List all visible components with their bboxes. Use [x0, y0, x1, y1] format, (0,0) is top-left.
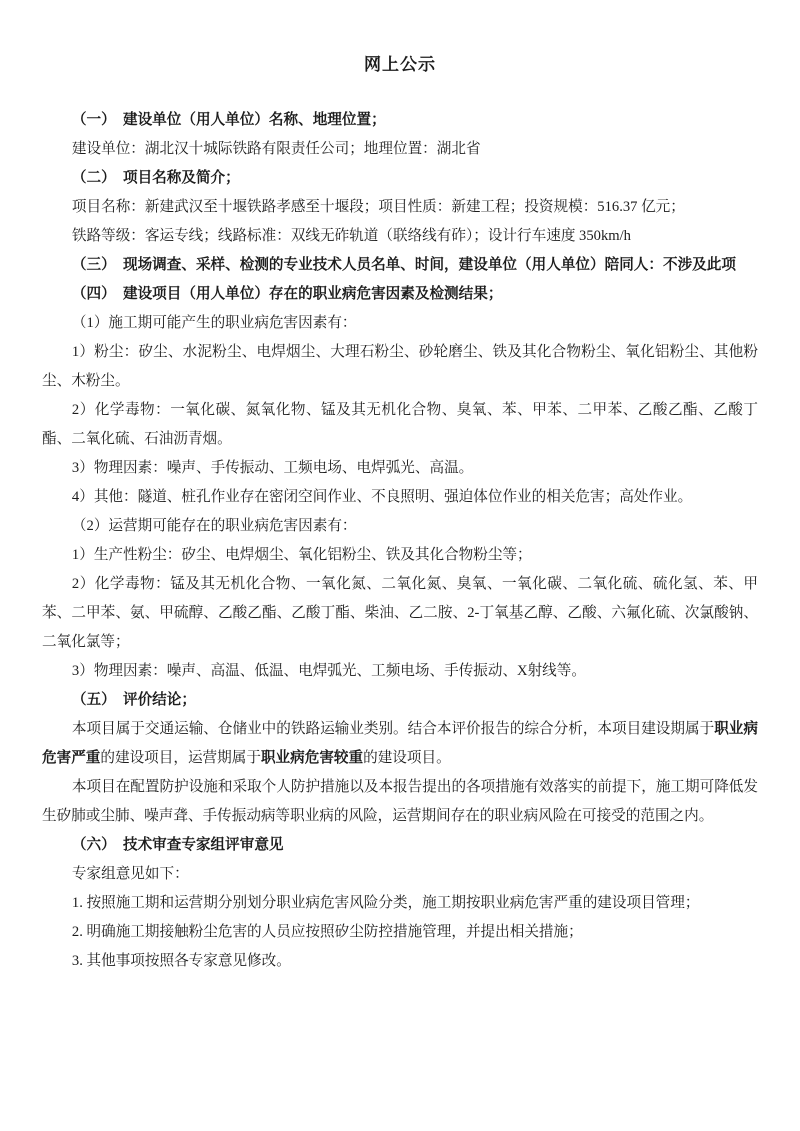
paragraph [42, 947, 758, 976]
text-run: 1）粉尘：矽尘、水泥粉尘、电焊烟尘、大理石粉尘、砂轮磨尘、铁及其化合物粉尘、氧化铝粉尘、其他粉尘、木粉尘。 [42, 344, 758, 389]
text-run: （六） 技术审查专家组评审意见 [71, 837, 284, 853]
section-heading [42, 251, 758, 280]
text-run: 2. 明确施工期接触粉尘危害的人员应按照矽尘防控措施管理，并提出相关措施； [71, 924, 583, 940]
section-heading [42, 164, 758, 193]
paragraph [42, 773, 758, 831]
text-run: 项目名称：新建武汉至十堰铁路孝感至十堰段；项目性质：新建工程；投资规模：516.37 亿元； [71, 199, 685, 215]
paragraph [42, 715, 758, 773]
section-heading [42, 686, 758, 715]
text-run: 本项目在配置防护设施和采取个人防护措施以及本报告提出的各项措施有效落实的前提下，施工期可降低发生矽肺或尘肺、噪声聋、手传振动病等职业病的风险，运营期间存在的职业病风险在可接受的范围之内。 [42, 779, 758, 824]
text-run: 2）化学毒物：锰及其无机化合物、一氧化氮、二氧化氮、臭氧、一氧化碳、二氧化硫、硫化氢、苯、甲苯、二甲苯、氨、甲硫醇、乙酸乙酯、乙酸丁酯、柴油、乙二胺、2-丁氧基乙醇、乙酸、六氟化硫、次氯酸钠、二氧化氯等； [42, 576, 758, 650]
text-run: 铁路等级：客运专线；线路标准：双线无砟轨道（联络线有砟）；设计行车速度 350km/h [71, 228, 631, 244]
text-run: 的建设项目，运营期属于 [100, 750, 261, 766]
paragraph [42, 454, 758, 483]
page-title: 网上公示 [364, 55, 436, 74]
paragraph [42, 657, 758, 686]
text-run: 1）生产性粉尘：矽尘、电焊烟尘、氧化铝粉尘、铁及其化合物粉尘等； [71, 547, 532, 563]
paragraph [42, 918, 758, 947]
paragraph [42, 396, 758, 454]
text-run: 3. 其他事项按照各专家意见修改。 [71, 953, 291, 969]
text-run: 本项目属于交通运输、仓储业中的铁路运输业类别。结合本评价报告的综合分析，本项目建设期属于 [71, 721, 715, 737]
text-run: 1. 按照施工期和运营期分别划分职业病危害风险分类，施工期按职业病危害严重的建设项目管理； [71, 895, 700, 911]
paragraph [42, 889, 758, 918]
text-run: 4）其他：隧道、桩孔作业存在密闭空间作业、不良照明、强迫体位作业的相关危害；高处作业。 [71, 489, 693, 505]
text-run: （五） 评价结论； [71, 692, 196, 708]
paragraph [42, 541, 758, 570]
bold-text-run: 职业病危害严重 [42, 721, 758, 766]
text-run: 专家组意见如下： [71, 866, 189, 882]
text-run: （三） 现场调查、采样、检测的专业技术人员名单、时间，建设单位（用人单位）陪同人：不涉及此项 [71, 257, 736, 273]
paragraph [42, 135, 758, 164]
bold-text-run: 职业病危害较重 [260, 750, 364, 766]
text-run: （1）施工期可能产生的职业病危害因素有： [71, 315, 357, 331]
text-run: （2）运营期可能存在的职业病危害因素有： [71, 518, 357, 534]
text-run: 建设单位：湖北汉十城际铁路有限责任公司；地理位置：湖北省 [71, 141, 481, 157]
document-body [42, 106, 758, 976]
text-run: （四） 建设项目（用人单位）存在的职业病危害因素及检测结果； [71, 286, 503, 302]
paragraph [42, 222, 758, 251]
text-run: 2）化学毒物：一氧化碳、氮氧化物、锰及其无机化合物、臭氧、苯、甲苯、二甲苯、乙酸乙酯、乙酸丁酯、二氧化硫、石油沥青烟。 [42, 402, 758, 447]
paragraph [42, 483, 758, 512]
text-run: 3）物理因素：噪声、高温、低温、电焊弧光、工频电场、手传振动、X射线等。 [71, 663, 586, 679]
section-heading [42, 280, 758, 309]
section-heading [42, 106, 758, 135]
section-heading [42, 831, 758, 860]
paragraph [42, 338, 758, 396]
paragraph [42, 860, 758, 889]
text-run: （一） 建设单位（用人单位）名称、地理位置； [71, 112, 386, 128]
text-run: 的建设项目。 [363, 750, 451, 766]
paragraph [42, 193, 758, 222]
paragraph [42, 512, 758, 541]
text-run: 3）物理因素：噪声、手传振动、工频电场、电焊弧光、高温。 [71, 460, 474, 476]
paragraph [42, 309, 758, 338]
paragraph [42, 570, 758, 657]
text-run: （二） 项目名称及简介； [71, 170, 240, 186]
